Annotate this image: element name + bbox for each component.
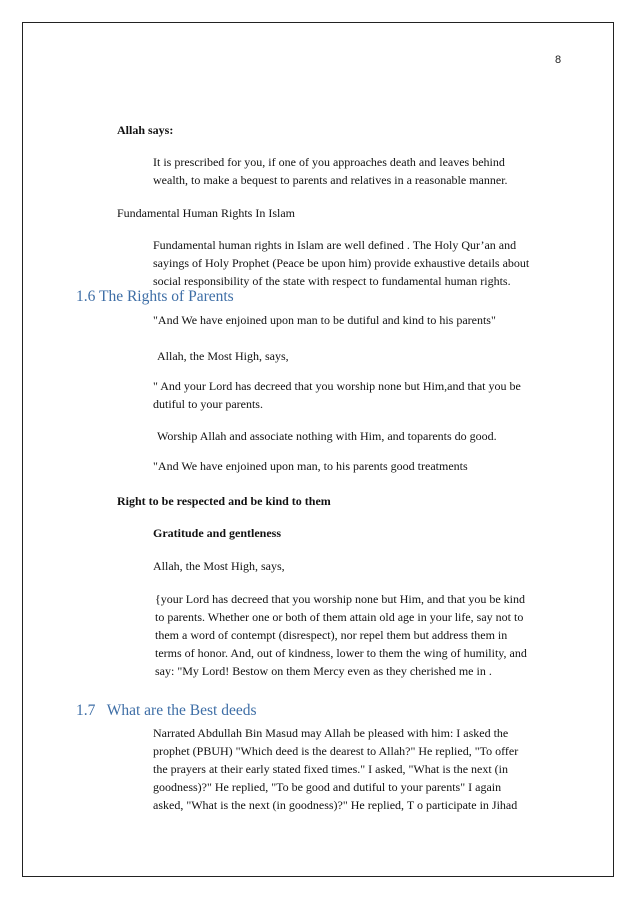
text-line: terms of honor. And, out of kindness, lower to them the wing of humility, and [155, 646, 527, 660]
rights-quote [153, 377, 521, 413]
text-line: them a word of contempt (disrespect), nor repel them but address them in [155, 628, 508, 642]
respect-title: Right to be respected and be kind to them [117, 494, 331, 508]
section-heading-1-6: 1.6 The Rights of Parents [76, 288, 234, 305]
gratitude-title: Gratitude and gentleness [153, 526, 282, 540]
text-line: to parents. Whether one or both of them attain old age in your life, say not to [155, 610, 524, 624]
text-line: goodness)?" He replied, "To be good and dutiful to your parents" I again [153, 780, 502, 794]
section-heading-1-7: 1.7 What are the Best deeds [76, 702, 257, 719]
rights-line-4: "And We have enjoined upon man, to his parents good treatments [153, 459, 468, 473]
rights-line-3: Worship Allah and associate nothing with Him, and toparents do good. [157, 429, 497, 443]
fundamental-rights-title: Fundamental Human Rights In Islam [117, 206, 295, 220]
text-line: social responsibility of the state with respect to fundamental human rights. [153, 274, 511, 288]
narration-paragraph [153, 724, 518, 814]
text-line: It is prescribed for you, if one of you approaches death and leaves behind [153, 155, 505, 169]
text-line: prophet (PBUH) "Which deed is the dearest to Allah?" He replied, "To offer [153, 744, 519, 758]
bequest-quote [153, 153, 508, 189]
page-number: 8 [555, 54, 562, 66]
allah-says-label: Allah says: [117, 123, 174, 137]
lord-decreed-quote [155, 590, 527, 680]
text-line: " And your Lord has decreed that you worship none but Him,and that you be [153, 379, 521, 393]
text-line: the prayers at their early stated fixed times." I asked, "What is the next (in [153, 762, 509, 776]
text-line: dutiful to your parents. [153, 397, 263, 411]
allah-most-high-line: Allah, the Most High, says, [153, 559, 285, 573]
rights-line-1: "And We have enjoined upon man to be dutiful and kind to his parents" [153, 313, 496, 327]
text-line: say: "My Lord! Bestow on them Mercy even as they cherished me in . [155, 664, 492, 678]
text-line: Fundamental human rights in Islam are well defined . The Holy Qur’an and [153, 238, 517, 252]
text-line: {your Lord has decreed that you worship none but Him, and that you be kind [155, 592, 526, 606]
rights-line-2: Allah, the Most High, says, [157, 349, 289, 363]
fundamental-rights-paragraph [153, 236, 529, 290]
text-line: wealth, to make a bequest to parents and relatives in a reasonable manner. [153, 173, 508, 187]
text-line: asked, "What is the next (in goodness)?" He replied, T o participate in Jihad [153, 798, 518, 812]
text-line: sayings of Holy Prophet (Peace be upon him) provide exhaustive details about [153, 256, 530, 270]
text-line: Narrated Abdullah Bin Masud may Allah be pleased with him: I asked the [153, 726, 509, 740]
